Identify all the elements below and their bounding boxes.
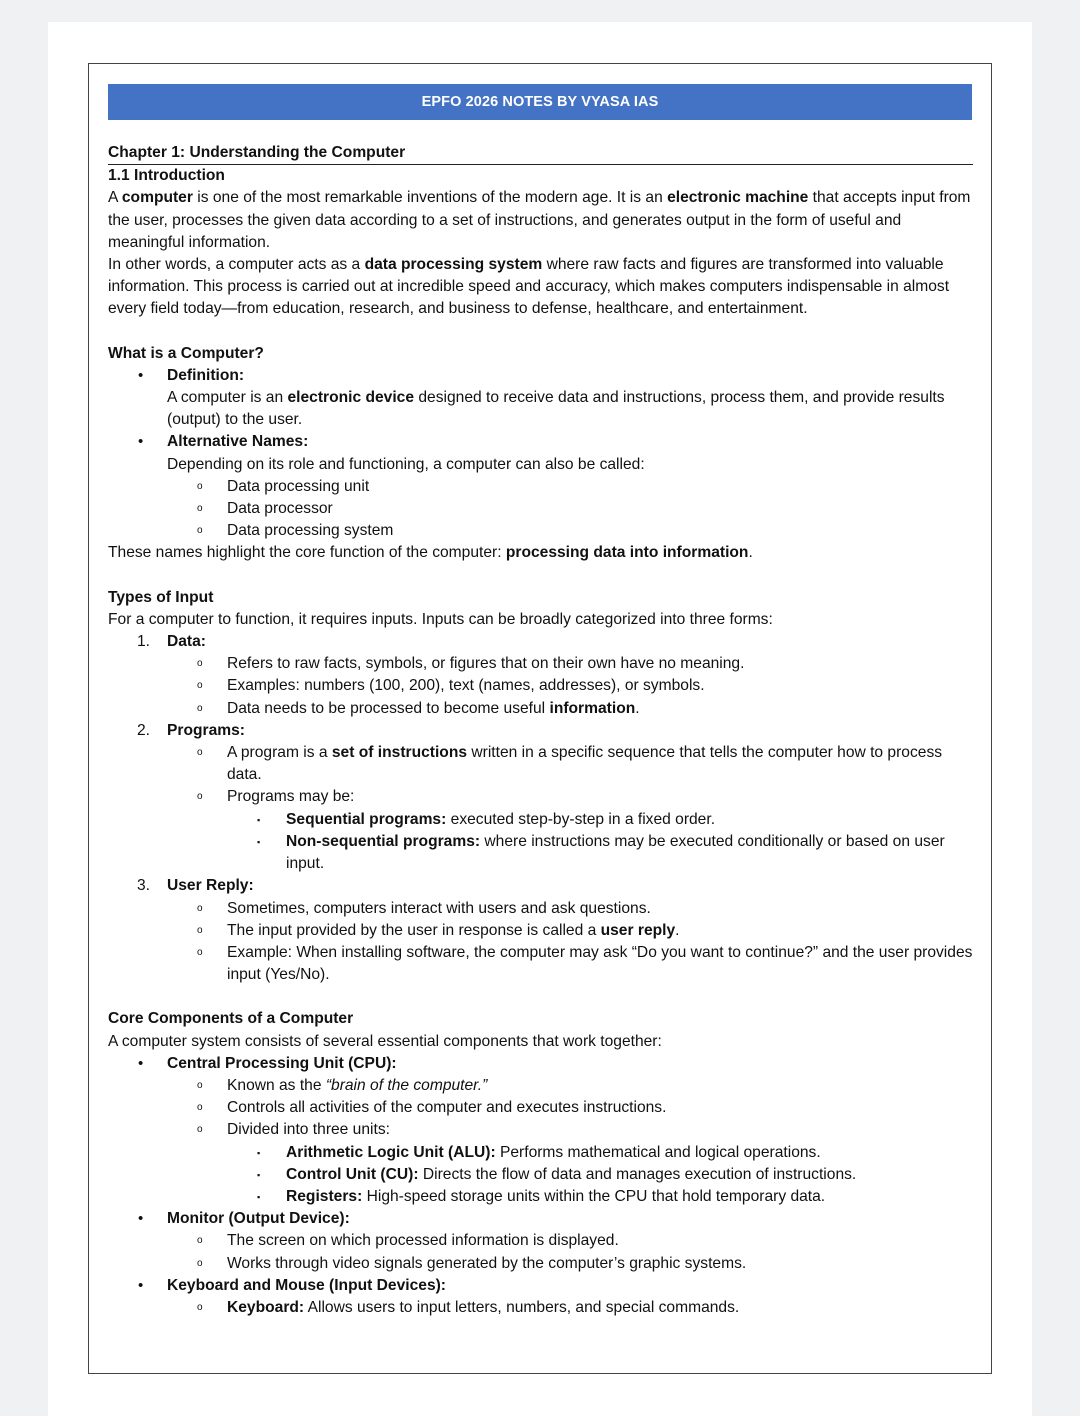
- section-heading-what-is-computer: What is a Computer?: [108, 344, 264, 362]
- sub-list-item: [108, 809, 973, 831]
- list-item: [108, 942, 973, 986]
- text: Programs may be:: [227, 788, 355, 806]
- bullet-marker: •: [138, 1210, 144, 1228]
- text: Directs the flow of data and manages execution of instructions.: [418, 1165, 857, 1183]
- item-label: Alternative Names:: [167, 433, 309, 451]
- bold-text: set of instructions: [331, 744, 468, 762]
- text: .: [635, 699, 640, 717]
- list-item: [108, 898, 973, 920]
- names-summary: [108, 542, 973, 564]
- text: The input provided by the user in response is called a: [227, 921, 601, 939]
- section-heading-introduction: 1.1 Introduction: [108, 167, 225, 185]
- list-item: [108, 498, 973, 520]
- circle-marker: o: [197, 658, 203, 670]
- text: .: [748, 544, 753, 562]
- circle-marker: o: [197, 902, 203, 914]
- bullet-marker: •: [138, 1054, 144, 1072]
- chapter-title: Chapter 1: Understanding the Computer: [108, 142, 973, 165]
- list-item: [108, 675, 973, 697]
- bold-text: Control Unit (CU):: [286, 1165, 419, 1183]
- circle-marker: o: [197, 1235, 203, 1247]
- square-marker: ▪: [257, 1191, 261, 1202]
- list-item-keyboard-mouse: [108, 1275, 973, 1297]
- text: written in a specific sequence that tells the computer how to process data.: [227, 744, 943, 784]
- header-banner: EPFO 2026 NOTES BY VYASA IAS: [108, 84, 972, 120]
- list-item: [108, 786, 973, 808]
- page-border: [88, 63, 992, 1374]
- intro-paragraph-2: [108, 254, 973, 321]
- text: High-speed storage units within the CPU that hold temporary data.: [362, 1187, 826, 1205]
- text: where raw facts and figures are transformed into valuable information. This process is carried out at incredible speed and accuracy, which makes computers indispensable in almost every field today—from education, research, and business to defense, healthcare, and entertainment.: [108, 256, 950, 318]
- bold-text: processing data into information: [505, 544, 749, 562]
- list-item: [108, 1097, 973, 1119]
- circle-marker: o: [197, 1079, 203, 1091]
- list-item: [108, 476, 973, 498]
- square-marker: ▪: [257, 836, 261, 847]
- list-item-monitor: [108, 1208, 973, 1230]
- text: Example: When installing software, the computer may ask “Do you want to continue?” and the user provides input (Yes/No).: [227, 943, 973, 984]
- text: Refers to raw facts, symbols, or figures that on their own have no meaning.: [227, 655, 745, 673]
- bold-text: Keyboard:: [227, 1298, 305, 1316]
- circle-marker: o: [197, 946, 203, 958]
- bullet-marker: •: [138, 433, 144, 451]
- bullet-marker: •: [138, 1276, 144, 1294]
- circle-marker: o: [197, 1124, 203, 1136]
- circle-marker: o: [197, 791, 203, 803]
- sub-list-item: [108, 831, 973, 875]
- document-body: [108, 142, 973, 1319]
- numbered-item-user-reply: [108, 875, 973, 897]
- item-number: 2.: [137, 721, 151, 739]
- sub-list-item: [108, 1186, 973, 1208]
- numbered-item-programs: [108, 720, 973, 742]
- text: These names highlight the core function of the computer:: [108, 544, 506, 562]
- item-label: Programs:: [167, 721, 245, 739]
- circle-marker: o: [197, 503, 203, 515]
- circle-marker: o: [197, 1257, 203, 1269]
- item-number: 1.: [137, 633, 151, 651]
- definition-text: [108, 387, 973, 431]
- circle-marker: o: [197, 480, 203, 492]
- list-item: [108, 1297, 973, 1319]
- item-label: Monitor (Output Device):: [167, 1210, 350, 1228]
- text: Controls all activities of the computer and executes instructions.: [227, 1099, 667, 1117]
- section-heading-types-of-input: Types of Input: [108, 588, 214, 606]
- list-item-cpu: [108, 1053, 973, 1075]
- document-page: [48, 22, 1032, 1416]
- item-label: Keyboard and Mouse (Input Devices):: [167, 1276, 446, 1294]
- text: is one of the most remarkable inventions of the modern age. It is an: [192, 189, 668, 207]
- bold-text: data processing system: [364, 256, 543, 274]
- list-item: [108, 1075, 973, 1097]
- italic-text: “brain of the computer.”: [325, 1076, 488, 1094]
- item-number: 3.: [137, 877, 151, 895]
- alt-name: Data processing unit: [227, 477, 370, 495]
- circle-marker: o: [197, 702, 203, 714]
- alt-name: Data processing system: [227, 522, 394, 540]
- list-item: [108, 1230, 973, 1252]
- list-item: [108, 920, 973, 942]
- list-item-definition: [108, 365, 973, 387]
- text: executed step-by-step in a fixed order.: [446, 810, 716, 828]
- square-marker: ▪: [257, 1169, 261, 1180]
- text: Examples: numbers (100, 200), text (names, addresses), or symbols.: [227, 677, 705, 695]
- sub-list-item: [108, 1164, 973, 1186]
- bold-text: Non-sequential programs:: [286, 832, 481, 850]
- bold-text: Arithmetic Logic Unit (ALU):: [286, 1143, 496, 1161]
- list-item-alternative-names: [108, 431, 973, 453]
- item-label: User Reply:: [167, 877, 254, 895]
- text: A program is a: [227, 744, 332, 762]
- list-item: [108, 1119, 973, 1141]
- text: Performs mathematical and logical operations.: [495, 1143, 821, 1161]
- types-intro: For a computer to function, it requires inputs. Inputs can be broadly categorized into three forms:: [108, 610, 773, 628]
- text: Sometimes, computers interact with users and ask questions.: [227, 899, 651, 917]
- circle-marker: o: [197, 1102, 203, 1114]
- text: Known as the: [227, 1076, 326, 1094]
- bold-text: computer: [121, 189, 193, 207]
- circle-marker: o: [197, 1301, 203, 1313]
- text: In other words, a computer acts as a: [108, 256, 365, 274]
- circle-marker: o: [197, 924, 203, 936]
- list-item: [108, 520, 973, 542]
- text: Allows users to input letters, numbers, and special commands.: [304, 1298, 740, 1316]
- text: A: [108, 189, 122, 207]
- text: Divided into three units:: [227, 1121, 390, 1139]
- square-marker: ▪: [257, 814, 261, 825]
- bold-text: Sequential programs:: [286, 810, 447, 828]
- core-intro: A computer system consists of several essential components that work together:: [108, 1032, 662, 1050]
- item-label: Data:: [167, 633, 206, 651]
- text: where instructions may be executed conditionally or based on user input.: [286, 832, 945, 873]
- section-heading-core-components: Core Components of a Computer: [108, 1010, 354, 1028]
- bullet-marker: •: [138, 366, 144, 384]
- text: Data needs to be processed to become useful: [227, 699, 550, 717]
- circle-marker: o: [197, 525, 203, 537]
- text: that accepts input from the user, processes the given data according to a set of instructions, and generates output in the form of useful and meaningful information.: [108, 189, 971, 251]
- circle-marker: o: [197, 747, 203, 759]
- list-item: [108, 653, 973, 675]
- square-marker: ▪: [257, 1147, 261, 1158]
- bold-text: electronic machine: [667, 189, 809, 207]
- sub-list-item: [108, 1142, 973, 1164]
- text: Works through video signals generated by the computer’s graphic systems.: [227, 1254, 747, 1272]
- text: .: [675, 921, 680, 939]
- numbered-item-data: [108, 631, 973, 653]
- bold-text: information: [549, 699, 636, 717]
- text: The screen on which processed information is displayed.: [227, 1232, 619, 1250]
- list-item: [108, 698, 973, 720]
- circle-marker: o: [197, 680, 203, 692]
- alt-names-intro: Depending on its role and functioning, a computer can also be called:: [167, 455, 645, 473]
- bold-text: user reply: [600, 921, 676, 939]
- intro-paragraph-1: [108, 187, 973, 254]
- list-item: [108, 1253, 973, 1275]
- item-label: Central Processing Unit (CPU):: [167, 1054, 397, 1072]
- list-item: [108, 742, 973, 786]
- bold-text: Registers:: [286, 1187, 363, 1205]
- text: designed to receive data and instructions, process them, and provide results (output) to the user.: [167, 389, 945, 429]
- text: A computer is an: [167, 389, 288, 407]
- item-label: Definition:: [167, 366, 245, 384]
- alt-name: Data processor: [227, 500, 333, 518]
- bold-text: electronic device: [287, 389, 415, 407]
